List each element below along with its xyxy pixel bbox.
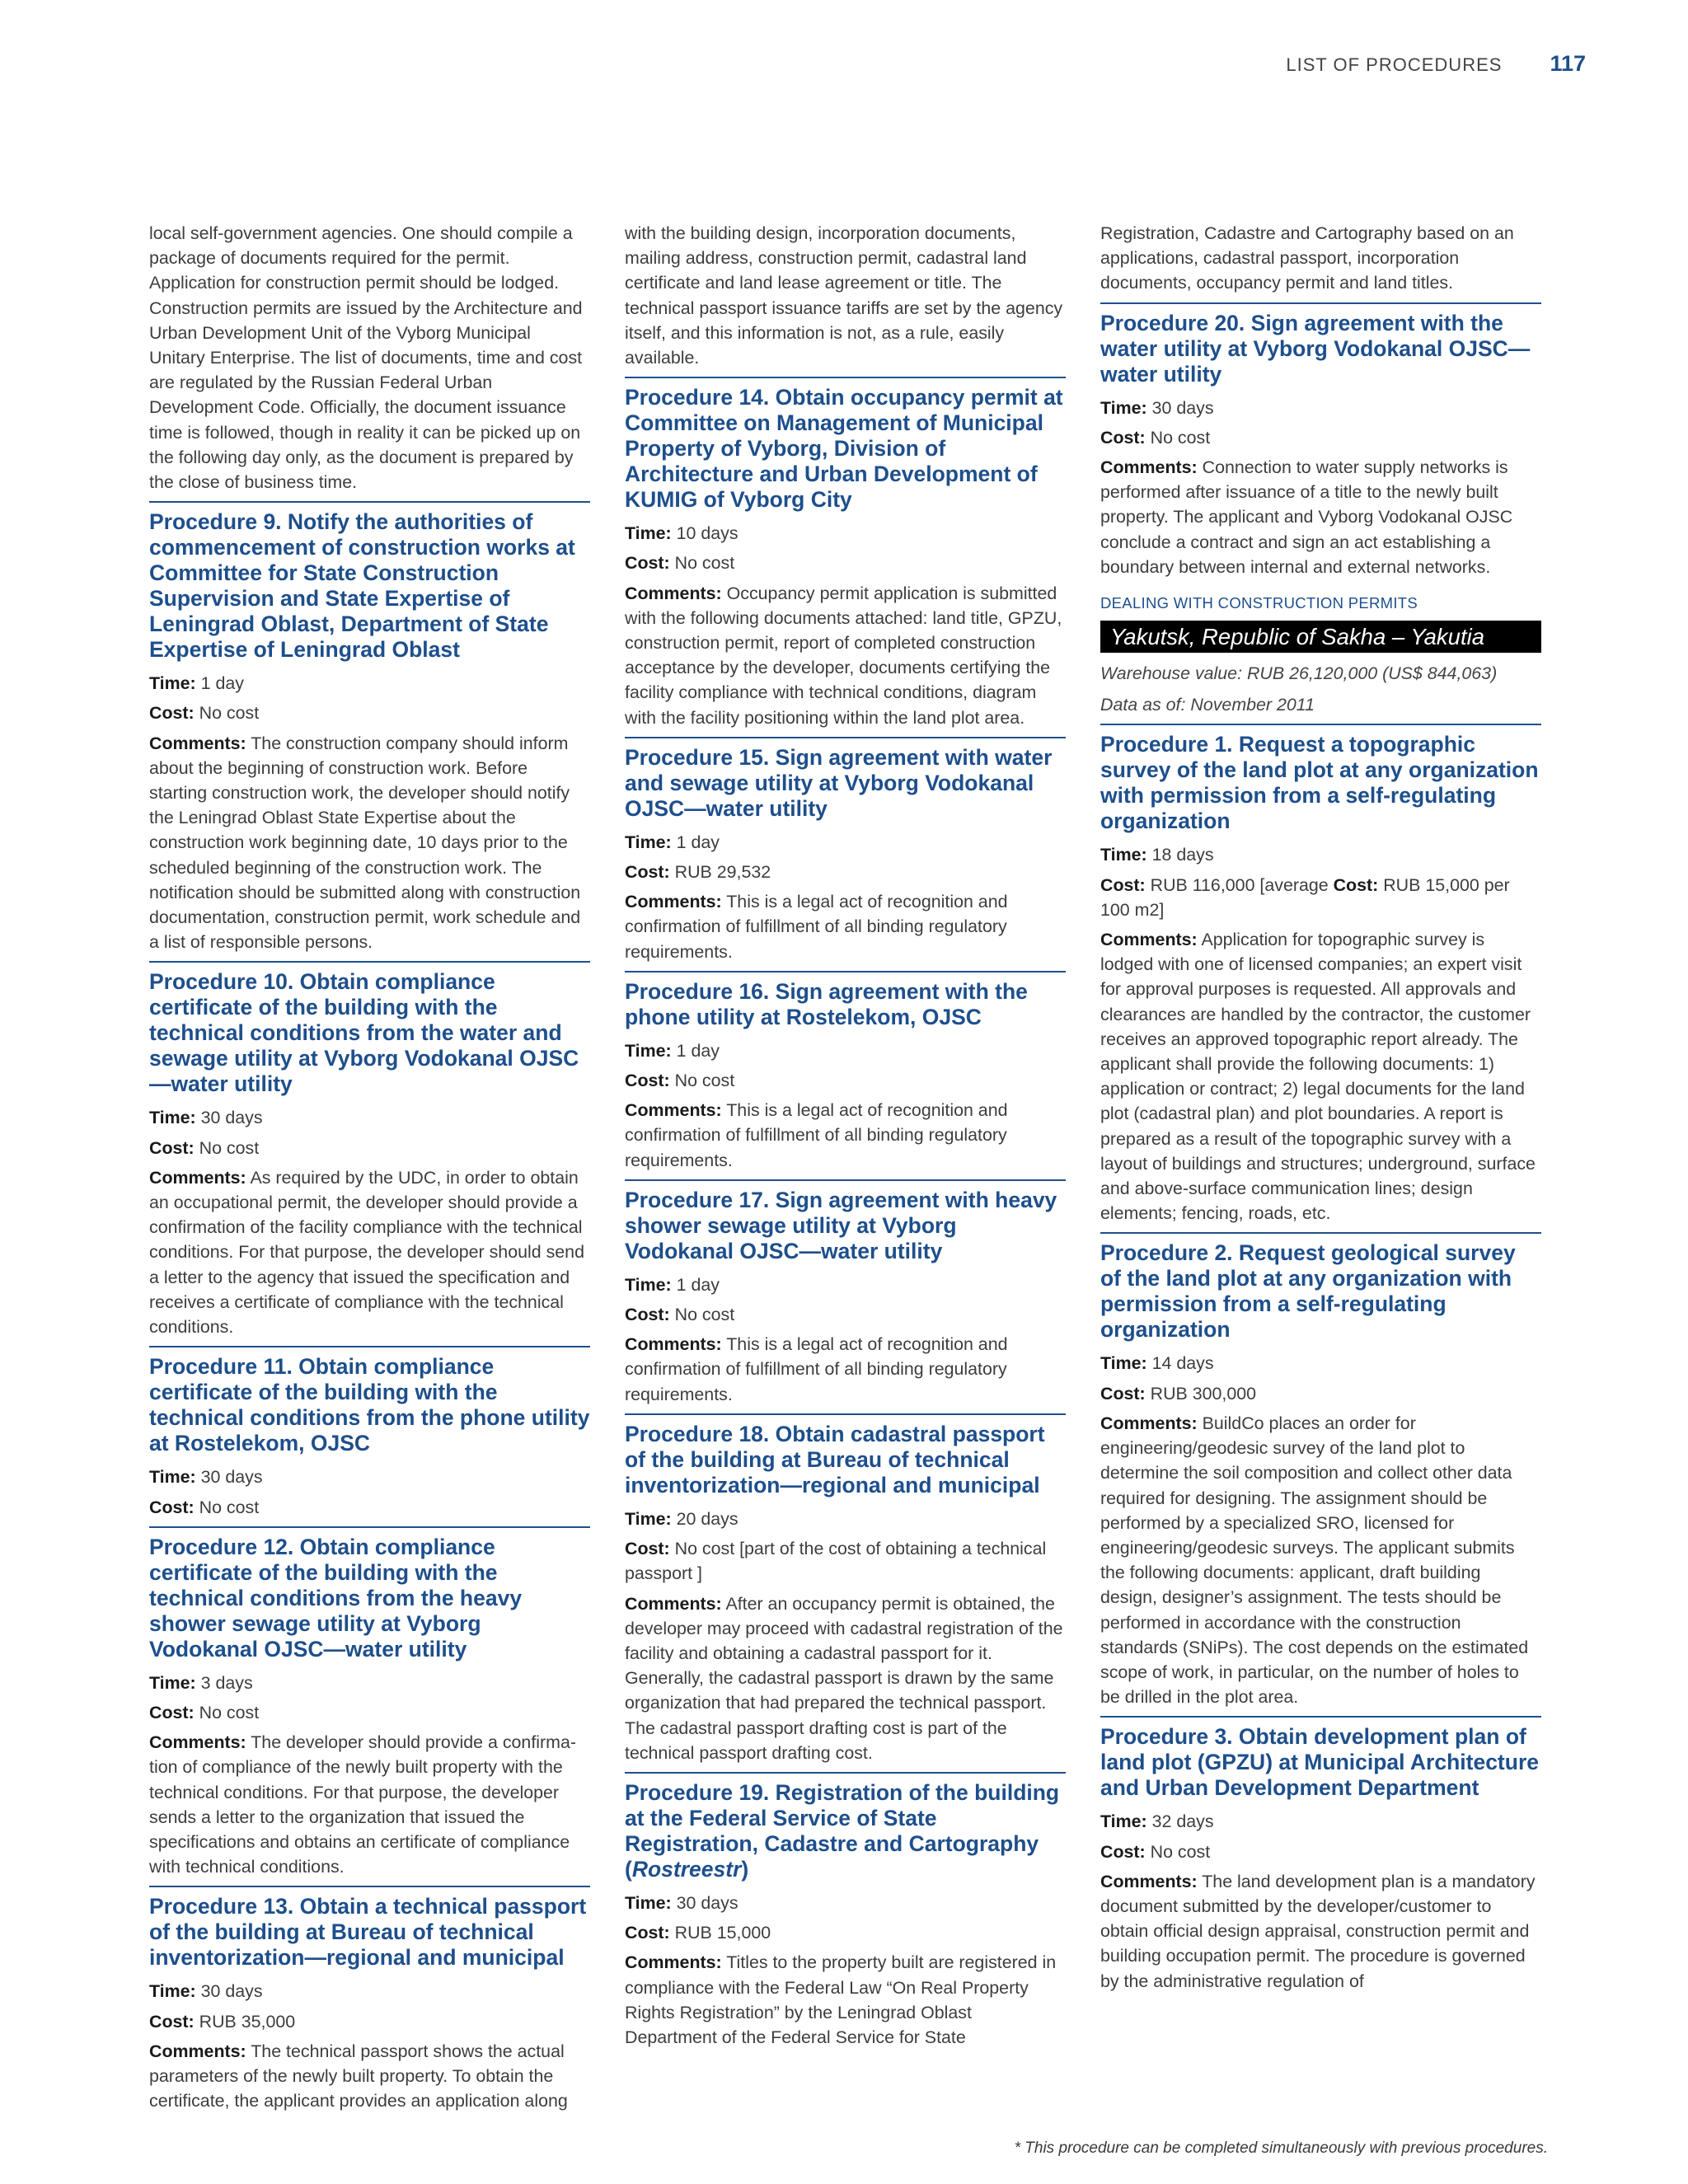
procedure-18 [625, 1413, 1066, 1765]
procedure-title: Procedure 10. Obtain compliance certificate of the building with the technical conditions from the water and sewage utility at Vyborg Vodokanal OJSC—water utility [149, 969, 579, 1097]
cost-label: Cost: [149, 2011, 195, 2032]
cost-value: RUB 116,000 [average [1150, 874, 1329, 895]
cost-label: Cost: [149, 1137, 195, 1158]
time-field [625, 1507, 1066, 1531]
continued-paragraph: Registration, Cadastre and Cartography based on an applications, cadastral passport, incorporation documents, occupancy permit and land titles. [1100, 223, 1514, 293]
procedure-title: Procedure 13. Obtain a technical passport of the building at Bureau of technical inventorization—regional and municipal [149, 1894, 587, 1971]
cost-value: RUB 35,000 [199, 2011, 296, 2032]
cost-value: RUB 29,532 [674, 862, 771, 883]
time-label: Time: [625, 1508, 672, 1529]
comments-value: The construction company should inform about the beginning of construction work. Before starting construction work, the developer should notify the Leningrad Oblast State Expertise about the construction work beginning date, 10 days prior to the scheduled beginning of the construction work. The notification should be submitted along with construction documentation, construction permit, work schedule and a list of responsible persons. [149, 733, 581, 953]
comments-field [1100, 927, 1541, 1226]
procedure-16 [625, 971, 1066, 1173]
time-field [149, 1465, 590, 1489]
comments-value: Application for topographic survey is lodged with one of licensed companies; an expert visit for approval purposes is requested. All approvals and clearances are handled by the contractor, the customer receives an approved topographic report already. The applicant shall provide the following documents: 1) application or contract; 2) legal documents for the land plot (cadastral plan) and plot boundaries. A report is prepared as a result of the topographic survey with a layout of buildings and structures; underground, surface and above-surface communication lines; design elements; fencing, roads, etc. [1100, 930, 1536, 1224]
comments-label: Comments: [625, 583, 722, 603]
time-label: Time: [625, 1892, 672, 1913]
cost-field [1100, 1840, 1541, 1864]
comments-field [149, 1730, 590, 1879]
cost-field [625, 551, 1066, 575]
cost-label: Cost: [149, 703, 195, 724]
comments-label: Comments: [625, 892, 722, 912]
time-field [149, 1671, 590, 1695]
time-label: Time: [625, 832, 672, 852]
comments-value: As required by the UDC, in order to obtain an occupational permit, the developer should provide a confirmation of the facility compliance with the technical conditions. For that purpose, the developer should send a letter to the agency that issued the specification and receives a certificate of compliance with the technical conditions. [149, 1167, 584, 1338]
comments-field [1100, 455, 1541, 579]
procedure-title: Procedure 15. Sign agreement with water and sewage utility at Vyborg Vodokanal OJSC—water utility [625, 744, 1053, 821]
time-label: Time: [149, 673, 196, 694]
continued-paragraph: with the building design, incorporation documents, mailing address, construction permit, cadastral land certificate and land lease agreement or title. The technical passport issuance tariffs are set by the agency itself, and this information is not, as a rule, easily available. [625, 223, 1063, 368]
comments-value: This is a legal act of recognition and confirmation of fulfillment of all binding regulatory requirements. [625, 1334, 1008, 1404]
column-3 [1100, 221, 1541, 1999]
comments-label: Comments: [149, 733, 246, 753]
cost-value: RUB 300,000 [1150, 1383, 1257, 1404]
time-label: Time: [149, 1108, 196, 1128]
time-field [1100, 396, 1541, 420]
comments-value: This is a legal act of recognition and confirmation of fulfillment of all binding regulatory requirements. [625, 892, 1008, 962]
comments-field [625, 1332, 1066, 1407]
section-label: LIST OF PROCEDURES [1286, 54, 1503, 75]
cost-field [1100, 1381, 1541, 1406]
cost-field [625, 1920, 1066, 1945]
cost-field [1100, 425, 1541, 450]
procedure-title-end: ) [741, 1856, 749, 1882]
cost-field [625, 860, 1066, 884]
comments-label: Comments: [1100, 1871, 1198, 1891]
time-field [1100, 1809, 1541, 1834]
yakutsk-procedure-3 [1100, 1716, 1541, 1993]
cost-field [625, 1068, 1066, 1093]
time-value: 30 days [200, 1467, 263, 1488]
yakutsk-procedure-2 [1100, 1232, 1541, 1709]
footnote: * This procedure can be completed simultaneously with previous procedures. [1014, 2139, 1548, 2157]
page-header [1286, 51, 1586, 77]
comments-label: Comments: [149, 1167, 246, 1188]
comments-field [625, 1591, 1066, 1765]
cost-value: No cost [1150, 427, 1211, 448]
procedure-title: Procedure 14. Obtain occupancy permit at Committee on Management of Municipal Property of Vyborg, Division of Architecture and Urban Development of KUMIG of Vyborg City [625, 385, 1063, 513]
time-value: 3 days [200, 1672, 253, 1693]
comments-field [625, 1098, 1066, 1173]
time-value: 30 days [1151, 397, 1214, 418]
comments-value: BuildCo places an order for engineering/geodesic survey of the land plot to determine the soil composition and collect other data required for designing. The assignment should be performed by a specialized SRO, licensed for engineering/geodesic surveys. The applicant submits the following documents: applicant, draft building design, designer’s assignment. The tests should be performed in accordance with the construction standards (SNiPs). The cost depends on the estimated scope of work, in particular, on the number of holes to be drilled in the plot area. [1100, 1413, 1529, 1708]
procedure-title: Procedure 9. Notify the authorities of commencement of construction works at Committee for State Construction Supervision and State Expertise of Leningrad Oblast, Department of State Expertise of Leningrad Oblast [149, 509, 575, 663]
data-as-of: Data as of: November 2011 [1100, 695, 1315, 715]
procedure-20 [1100, 302, 1541, 579]
cost-label: Cost: [149, 1702, 195, 1722]
procedure-17 [625, 1179, 1066, 1407]
procedure-title: Procedure 18. Obtain cadastral passport of the building at Bureau of technical inventorization—regional and municipal [625, 1421, 1045, 1497]
cost-value: No cost [674, 1305, 735, 1325]
page-number: 117 [1550, 51, 1586, 76]
comments-field [625, 889, 1066, 964]
time-field [149, 671, 590, 696]
time-label: Time: [1100, 397, 1147, 418]
procedure-14 [625, 377, 1066, 730]
comments-value: The developer should provide a confirmation of compliance of the newly built property with the technical conditions. For that purpose, the developer sends a letter to the organization that issued the specifications and obtains an certificate of compliance with technical conditions. [149, 1732, 576, 1877]
time-value: 1 day [676, 1274, 720, 1295]
time-field [149, 1979, 590, 2004]
cost-value-per-area: RUB 15,000 per 100 m2] [1100, 874, 1510, 920]
procedure-title: Procedure 2. Request geological survey of the land plot at any organization with permission from a self-regulating organization [1100, 1240, 1516, 1343]
procedure-title: Procedure 17. Sign agreement with heavy shower sewage utility at Vyborg Vodokanal OJSC—water utility [625, 1187, 1057, 1263]
city-heading: Yakutsk, Republic of Sakha – Yakutia [1100, 621, 1541, 653]
time-label: Time: [149, 1981, 196, 2002]
cost-value: No cost [part of the cost of obtaining a technical passport ] [625, 1539, 1047, 1584]
procedure-13 [149, 1886, 590, 2113]
cost-value: No cost [199, 1497, 260, 1517]
time-value: 30 days [200, 1981, 263, 2002]
cost-value: No cost [1150, 1841, 1211, 1862]
procedure-title: Procedure 20. Sign agreement with the water utility at Vyborg Vodokanal OJSC—water utility [1100, 310, 1531, 387]
time-label: Time: [1100, 845, 1147, 865]
cost-label: Cost: [1100, 874, 1146, 895]
procedure-title: Procedure 1. Request a topographic survey of the land plot at any organization with permission from a self-regulating organization [1100, 732, 1539, 834]
procedure-title [625, 1780, 1066, 1882]
time-field [1100, 842, 1541, 867]
cost-value: No cost [199, 703, 260, 724]
time-value: 32 days [1151, 1811, 1214, 1832]
cost-label: Cost: [1100, 1383, 1146, 1404]
cost-label: Cost: [625, 1305, 670, 1325]
comments-label: Comments: [1100, 457, 1198, 478]
time-value: 20 days [676, 1508, 738, 1529]
comments-label: Comments: [1100, 1413, 1198, 1433]
cost-label: Cost: [1100, 427, 1146, 448]
cost-field [149, 1700, 590, 1725]
procedure-title: Procedure 16. Sign agreement with the phone utility at Rostelekom, OJSC [625, 978, 1028, 1029]
time-field [625, 521, 1066, 546]
time-value: 14 days [1151, 1353, 1214, 1374]
time-value: 18 days [1151, 845, 1214, 865]
comments-field [625, 1950, 1066, 2050]
yakutsk-procedure-1 [1100, 724, 1541, 1226]
time-field [625, 830, 1066, 855]
procedure-10 [149, 961, 590, 1339]
cost-field [149, 1495, 590, 1520]
cost-field [625, 1302, 1066, 1327]
comments-value: The technical passport shows the actual parameters of the newly built property. To obtain the certificate, the applicant provides an application along [149, 2041, 568, 2111]
comments-value: The land development plan is a mandatory document submitted by the developer/customer to obtain official design appraisal, construction permit and building occupation permit. The procedure is governed by the administrative regulation of [1100, 1871, 1536, 1991]
comments-value: Connection to water supply networks is performed after issuance of a title to the newly built property. The applicant and Vyborg Vodokanal OJSC conclude a contract and sign an act establishing a boundary between internal and external networks. [1100, 457, 1513, 577]
comments-value: Occupancy permit application is submitted with the following documents attached: land title, GPZU, construction permit, report of completed construction acceptance by the developer, documents certifying the facility compliance with technical conditions, diagram with the facility positioning within the land plot area. [625, 583, 1062, 728]
cost-label: Cost: [625, 1539, 670, 1559]
cost-label: Cost: [625, 553, 670, 574]
time-value: 1 day [676, 1040, 720, 1061]
cost-label-inline: Cost: [1333, 874, 1379, 895]
procedure-title: Procedure 12. Obtain compliance certificate of the building with the technical conditions from the heavy shower sewage utility at Vyborg Vodokanal OJSC—water utility [149, 1534, 523, 1661]
comments-field [1100, 1411, 1541, 1709]
procedure-9 [149, 501, 590, 954]
cost-label: Cost: [1100, 1841, 1146, 1862]
procedure-title: Procedure 3. Obtain development plan of land plot (GPZU) at Municipal Architecture and Urban Development Department [1100, 1724, 1539, 1801]
comments-label: Comments: [1100, 930, 1198, 950]
procedure-title-main: Procedure 19. Registration of the building at the Federal Service of State Registration, Cadastre and Cartography ( [625, 1779, 1060, 1882]
cost-field [149, 1136, 590, 1160]
column-1 [149, 221, 590, 2118]
time-label: Time: [1100, 1811, 1147, 1832]
comments-label: Comments: [625, 1334, 722, 1355]
time-value: 30 days [676, 1892, 738, 1913]
comments-field [149, 1165, 590, 1339]
cost-field [149, 701, 590, 725]
comments-label: Comments: [625, 1593, 722, 1614]
time-label: Time: [149, 1467, 196, 1488]
procedure-19 [625, 1772, 1066, 2050]
cost-field [625, 1536, 1066, 1586]
procedure-15 [625, 737, 1066, 964]
time-value: 30 days [200, 1108, 263, 1128]
cost-value: No cost [199, 1702, 260, 1722]
cost-value: RUB 15,000 [674, 1923, 771, 1943]
cost-label: Cost: [625, 862, 670, 883]
time-value: 10 days [676, 523, 738, 544]
time-field [625, 1891, 1066, 1915]
comments-label: Comments: [149, 2041, 246, 2061]
comments-value: Titles to the property built are registered in compliance with the Federal Law “On Real Property Rights Registration” by the Leningrad Oblast Department of the Federal Service for State [625, 1952, 1057, 2047]
time-label: Time: [625, 523, 672, 544]
cost-label: Cost: [625, 1071, 670, 1091]
cost-field [149, 2009, 590, 2034]
comments-value: This is a legal act of recognition and confirmation of fulfillment of all binding regulatory requirements. [625, 1100, 1008, 1170]
procedure-title-italic: Rostreestr [631, 1856, 742, 1882]
comments-field [625, 581, 1066, 730]
time-value: 1 day [200, 673, 244, 694]
continued-paragraph: local self-government agencies. One should compile a package of documents required for the permit. Application for construction permit should be lodged. Construction permits are issued by the Architecture and Urban Development Unit of the Vyborg Municipal Unitary Enterprise. The list of documents, time and cost are regulated by the Russian Federal Urban Development Code. Officially, the document issuance time is followed, though in reality it can be picked up on the following day only, as the document is prepared by the close of business time. [149, 223, 583, 493]
time-value: 1 day [676, 832, 720, 852]
time-label: Time: [625, 1274, 672, 1295]
time-label: Time: [1100, 1353, 1147, 1374]
comments-label: Comments: [149, 1732, 246, 1753]
time-label: Time: [625, 1040, 672, 1061]
cost-label: Cost: [625, 1923, 670, 1943]
procedure-title: Procedure 11. Obtain compliance certificate of the building with the technical conditions from the phone utility at Rostelekom, OJSC [149, 1354, 590, 1456]
comments-field [149, 2039, 590, 2114]
comments-field [149, 731, 590, 955]
cost-label: Cost: [149, 1497, 195, 1517]
time-field [625, 1272, 1066, 1297]
time-field [1100, 1351, 1541, 1376]
warehouse-value: Warehouse value: RUB 26,120,000 (US$ 844,063) [1100, 663, 1498, 684]
cost-value: No cost [199, 1137, 260, 1158]
column-2 [625, 221, 1066, 2055]
cost-value: No cost [674, 1071, 735, 1091]
procedure-12 [149, 1526, 590, 1880]
comments-value: After an occupancy permit is obtained, the developer may proceed with cadastral registration of the facility and obtaining a cadastral passport for it. Generally, the cadastral passport is drawn by the same organization that had prepared the technical passport. The cadastral passport drafting cost is part of the technical passport drafting cost. [625, 1593, 1063, 1763]
comments-label: Comments: [625, 1100, 722, 1121]
procedure-11 [149, 1346, 590, 1519]
comments-label: Comments: [625, 1952, 722, 1973]
comments-field [1100, 1869, 1541, 1994]
cost-field [1100, 873, 1541, 922]
time-field [625, 1038, 1066, 1063]
category-label: DEALING WITH CONSTRUCTION PERMITS [1100, 594, 1418, 612]
time-label: Time: [149, 1672, 196, 1693]
cost-value: No cost [674, 553, 735, 574]
time-field [149, 1105, 590, 1130]
